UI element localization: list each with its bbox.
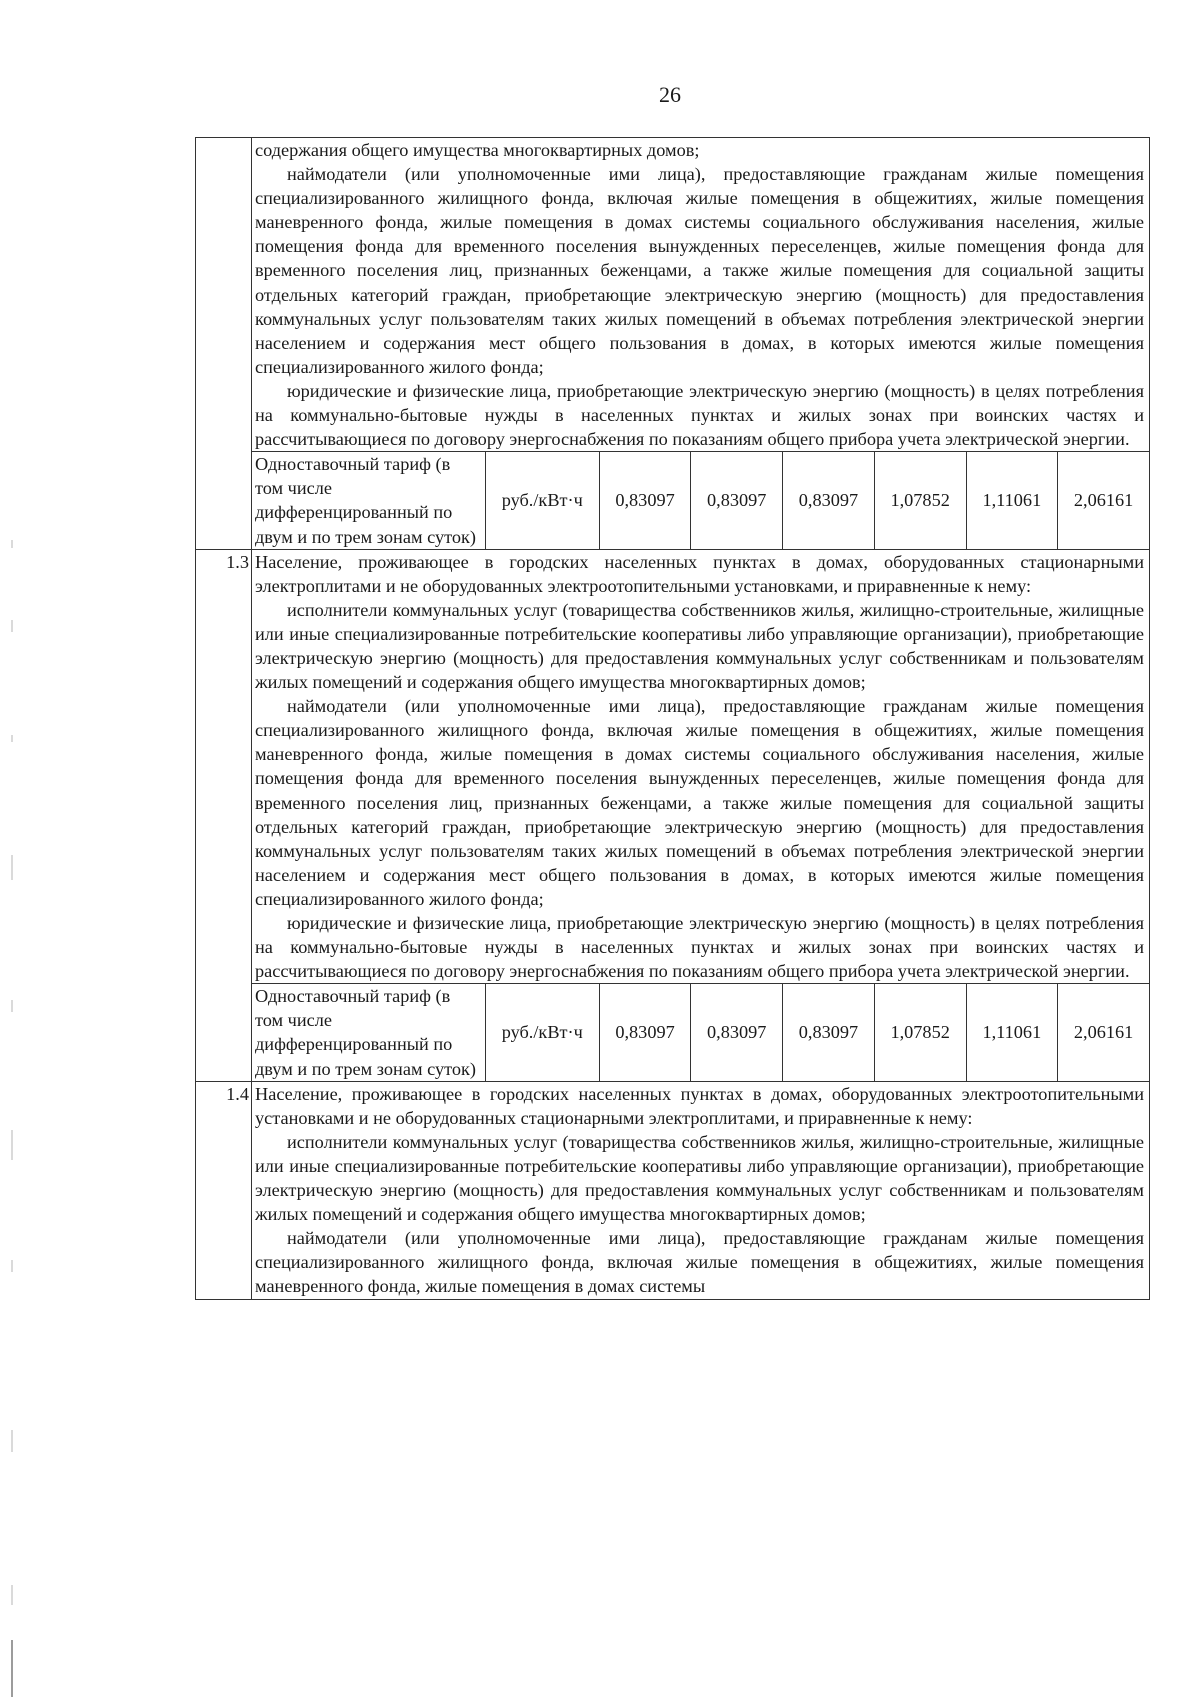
paragraph: наймодатели (или уполномоченные ими лица), предоставляющие гражданам жилые помещения специализированного жилищного фонда, включая жилые помещения в общежитиях, жилые помещения маневренного фонда, жилые помещения в домах системы (255, 1228, 1144, 1297)
row-content (252, 138, 1150, 550)
paragraph: содержания общего имущества многоквартирных домов; (255, 140, 700, 160)
tariff-value: 1,11061 (966, 984, 1058, 1080)
tariff-table (195, 137, 1150, 1300)
tariff-value: 1,07852 (874, 452, 966, 548)
tariff-value: 1,07852 (874, 984, 966, 1080)
row-content (252, 549, 1150, 1081)
row-description (252, 138, 1149, 452)
tariff-value: 2,06161 (1058, 452, 1149, 548)
row-number (196, 138, 252, 550)
tariff-row (252, 452, 1149, 548)
page-number: 26 (659, 82, 681, 107)
paragraph: Население, проживающее в городских населенных пунктах в домах, оборудованных электроотопительными установками и не оборудованных стационарными электроплитами, и приравненные к нему: (255, 1083, 1144, 1128)
tariff-value: 1,11061 (966, 452, 1058, 548)
tariff-unit: руб./кВт·ч (485, 984, 599, 1080)
table-row (196, 1081, 1150, 1299)
tariff-value: 0,83097 (783, 984, 875, 1080)
tariff-name: Одноставочный тариф (в том числе дифференцированный по двум и по трем зонам суток) (255, 986, 476, 1079)
row-description (255, 1082, 1144, 1299)
tariff-values-table (252, 452, 1149, 548)
tariff-value: 0,83097 (691, 452, 783, 548)
tariff-unit: руб./кВт·ч (485, 452, 599, 548)
tariff-name: Одноставочный тариф (в том числе дифференцированный по двум и по трем зонам суток) (255, 454, 476, 547)
tariff-value: 2,06161 (1058, 984, 1149, 1080)
tariff-value: 0,83097 (599, 452, 691, 548)
paragraph: исполнители коммунальных услуг (товарищества собственников жилья, жилищно-строительные, жилищные или иные специализированные потребительские кооперативы либо управляющие организации), приобретающие электрическую энергию (мощность) для предоставления коммунальных услуг собственникам и пользователям жилых помещений и содержания общего имущества многоквартирных домов; (255, 599, 1144, 693)
scan-edge-marks (0, 0, 40, 1697)
paragraph: юридические и физические лица, приобретающие электрическую энергию (мощность) в целях потребления на коммунально-бытовые нужды в населенных пунктах и жилых зонах при воинских частях и рассчитывающиеся по договору энергоснабжения по показаниям общего прибора учета электрической энергии. (255, 913, 1144, 982)
row-description (252, 550, 1149, 985)
paragraph: наймодатели (или уполномоченные ими лица), предоставляющие гражданам жилые помещения специализированного жилищного фонда, включая жилые помещения в общежитиях, жилые помещения маневренного фонда, жилые помещения в домах системы социального обслуживания населения, жилые помещения фонда для временного поселения вынужденных переселенцев, жилые помещения фонда для временного поселения лиц, признанных беженцами, а также жилые помещения для социальной защиты отдельных категорий граждан, приобретающие электрическую энергию (мощность) для предоставления коммунальных услуг пользователям таких жилых помещений в объемах потребления электрической энергии населением и содержания мест общего пользования в домах, в которых имеются жилые помещения специализированного жилого фонда; (255, 164, 1144, 377)
row-number: 1.4 (196, 1081, 252, 1299)
paragraph: исполнители коммунальных услуг (товарищества собственников жилья, жилищно-строительные, жилищные или иные специализированные потребительские кооперативы либо управляющие организации), приобретающие электрическую энергию (мощность) для предоставления коммунальных услуг собственникам и пользователям жилых помещений и содержания общего имущества многоквартирных домов; (255, 1131, 1144, 1225)
paragraph: Население, проживающее в городских населенных пунктах в домах, оборудованных стационарными электроплитами и не оборудованных электроотопительными установками, и приравненные к нему: (255, 551, 1144, 596)
row-content (252, 1081, 1150, 1299)
row-number: 1.3 (196, 549, 252, 1081)
paragraph: юридические и физические лица, приобретающие электрическую энергию (мощность) в целях потребления на коммунально-бытовые нужды в населенных пунктах и жилых зонах при воинских частях и рассчитывающиеся по договору энергоснабжения по показаниям общего прибора учета электрической энергии. (255, 380, 1144, 450)
table-row (196, 138, 1150, 550)
tariff-value: 0,83097 (691, 984, 783, 1080)
table-row (196, 549, 1150, 1081)
tariff-value: 0,83097 (783, 452, 875, 548)
paragraph: наймодатели (или уполномоченные ими лица), предоставляющие гражданам жилые помещения специализированного жилищного фонда, включая жилые помещения в общежитиях, жилые помещения маневренного фонда, жилые помещения в домах системы социального обслуживания населения, жилые помещения фонда для временного поселения вынужденных переселенцев, жилые помещения фонда для временного поселения лиц, признанных беженцами, а также жилые помещения для социальной защиты отдельных категорий граждан, приобретающие электрическую энергию (мощность) для предоставления коммунальных услуг пользователям таких жилых помещений в объемах потребления электрической энергии населением и содержания мест общего пользования в домах, в которых имеются жилые помещения специализированного жилого фонда; (255, 696, 1144, 909)
tariff-row (252, 984, 1149, 1080)
tariff-value: 0,83097 (599, 984, 691, 1080)
tariff-values-table (252, 984, 1149, 1080)
